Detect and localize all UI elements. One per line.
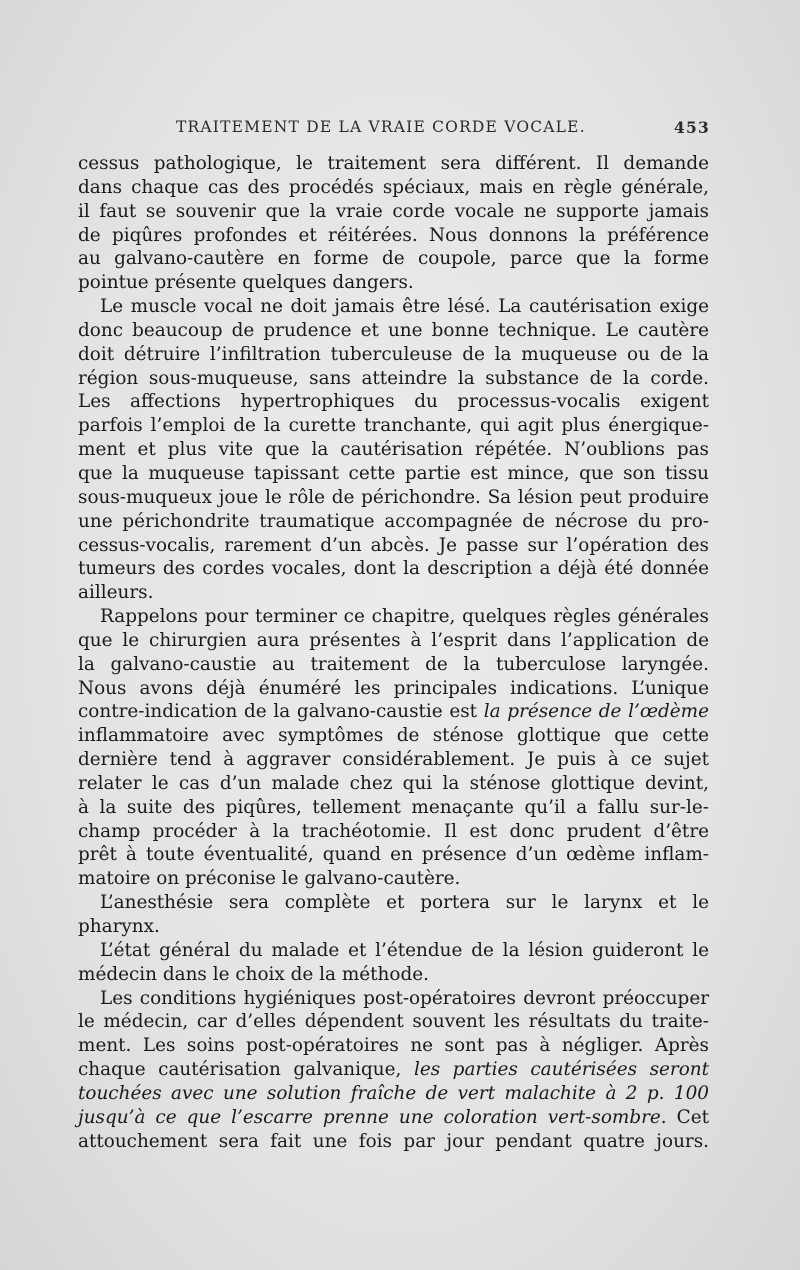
text-line: cessus pathologique, le traitement sera différent. Il demande <box>78 153 709 174</box>
body-text <box>78 152 709 1153</box>
text-line: donc beaucoup de prudence et une bonne technique. Le cautère <box>78 319 709 341</box>
text-line: matoire on préconise le galvano-cautère. <box>78 868 461 890</box>
text-line: que la muqueuse tapissant cette partie est mince, que son tissu <box>78 462 709 484</box>
text-line: parfois l’emploi de la curette tranchante, qui agit plus énergique- <box>78 415 709 437</box>
text-line-mixed <box>78 1106 709 1130</box>
line-roman-part: chaque cautérisation galvanique, <box>78 1059 414 1081</box>
text-line: il faut se souvenir que la vraie corde vocale ne supporte jamais <box>78 200 709 222</box>
text-line: pointue présente quelques dangers. <box>78 272 414 294</box>
text-line: L’anesthésie sera complète et portera sur le larynx et le <box>100 892 709 914</box>
text-line: champ procéder à la trachéotomie. Il est donc prudent d’être <box>78 820 709 842</box>
text-line: dernière tend à aggraver considérablement. Je puis à ce sujet <box>78 749 709 771</box>
text-line: au galvano-cautère en forme de coupole, parce que la forme <box>78 248 709 270</box>
text-line: de piqûres profondes et réitérées. Nous donnons la préférence <box>78 224 709 246</box>
text-line: relater le cas d’un malade chez qui la sténose glottique devint, <box>78 772 709 794</box>
running-title: TRAITEMENT DE LA VRAIE CORDE VOCALE. <box>176 118 586 136</box>
text-line: le médecin, car d’elles dépendent souvent les résultats du traite- <box>78 1011 709 1033</box>
text-line: à la suite des piqûres, tellement menaçante qu’il a fallu sur-le- <box>78 796 709 818</box>
text-line: cessus-vocalis, rarement d’un abcès. Je passe sur l’opération des <box>78 534 709 556</box>
line-italic-part: jusqu’à ce que l’escarre prenne une coloration vert-sombre. <box>78 1106 667 1128</box>
text-line: inflammatoire avec symptômes de sténose glottique que cette <box>78 725 709 747</box>
text-line: sous-muqueux joue le rôle de périchondre. Sa lésion peut produire <box>78 486 709 508</box>
line-roman-part: Cet <box>666 1106 709 1128</box>
text-line: prêt à toute éventualité, quand en présence d’un œdème inflam- <box>78 844 709 866</box>
text-line: pharynx. <box>78 916 160 937</box>
text-line: L’état général du malade et l’étendue de la lésion guideront le <box>100 939 709 961</box>
text-line: région sous-muqueuse, sans atteindre la substance de la corde. <box>78 367 709 389</box>
page-number: 453 <box>674 118 710 137</box>
text-line: Les affections hypertrophiques du processus-vocalis exigent <box>78 391 709 413</box>
text-line: Rappelons pour terminer ce chapitre, quelques règles générales <box>100 606 709 628</box>
text-line: attouchement sera fait une fois par jour pendant quatre jours. <box>78 1130 709 1152</box>
text-line: dans chaque cas des procédés spéciaux, mais en règle générale, <box>78 176 709 198</box>
text-line: ment. Les soins post-opératoires ne sont pas à négliger. Après <box>78 1035 709 1057</box>
text-line: la galvano-caustie au traitement de la tuberculose laryngée. <box>78 653 709 675</box>
text-line: Le muscle vocal ne doit jamais être lésé. La cautérisation exige <box>100 296 709 318</box>
text-line-mixed <box>78 700 709 724</box>
text-line: que le chirurgien aura présentes à l’esprit dans l’application de <box>78 629 709 651</box>
line-italic-part: les parties cautérisées seront <box>413 1059 710 1081</box>
text-line-mixed <box>78 1058 709 1082</box>
text-line: ailleurs. <box>78 582 154 604</box>
text-line: médecin dans le choix de la méthode. <box>78 963 429 985</box>
line-roman-part: contre-indication de la galvano-caustie est <box>78 701 484 723</box>
text-line: doit détruire l’infiltration tuberculeuse de la muqueuse ou de la <box>78 343 709 365</box>
text-line: Nous avons déjà énuméré les principales indications. L’unique <box>78 677 709 699</box>
text-line: ment et plus vite que la cautérisation répétée. N’oublions pas <box>78 439 709 461</box>
text-line: Les conditions hygiéniques post-opératoires devront préoccuper <box>100 987 709 1009</box>
text-line: une périchondrite traumatique accompagnée de nécrose du pro- <box>78 510 709 532</box>
line-italic-part: touchées avec une solution fraîche de vert malachite à 2 p. 100 <box>78 1082 709 1104</box>
text-line-mixed <box>78 1082 709 1106</box>
line-italic-part: la présence de l’œdème <box>483 701 709 723</box>
text-line: tumeurs des cordes vocales, dont la description a déjà été donnée <box>78 558 709 580</box>
running-head <box>176 118 710 142</box>
